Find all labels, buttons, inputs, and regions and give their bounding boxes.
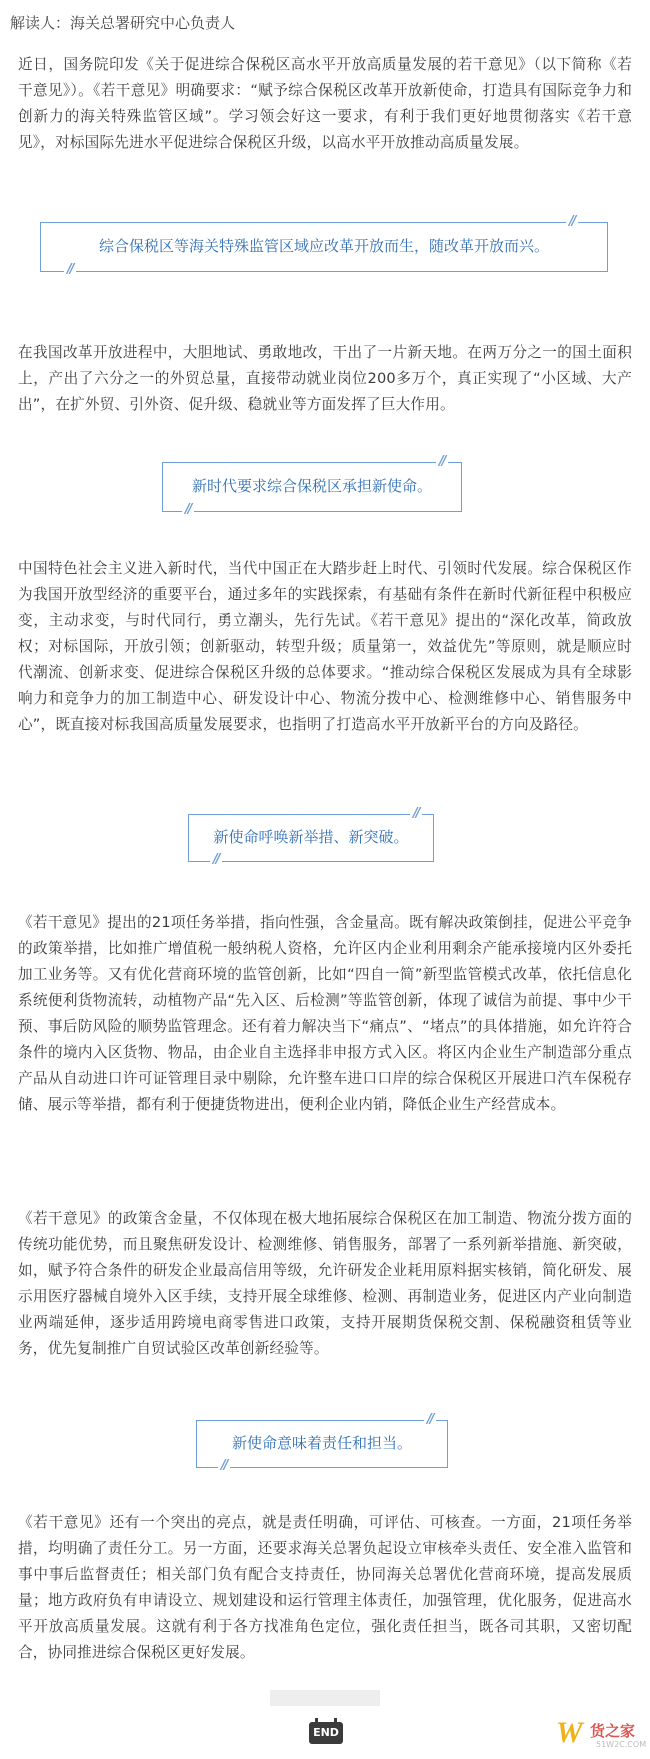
watermark-name: 货之家: [590, 1722, 636, 1740]
heading-4-slash-bottom-left: //: [218, 1459, 230, 1473]
section-heading-4: [196, 1420, 448, 1468]
heading-1-slash-top-right: //: [566, 215, 578, 229]
paragraph-3: 《若干意见》提出的21项任务举措，指向性强，含金量高。既有解决政策倒挂，促进公平竞争的政策举措，比如推广增值税一般纳税人资格，允许区内企业利用剩余产能承接境内区外委托加工业务等。又有优化营商环境的监管创新，比如“四自一简”新型监管模式改革，依托信息化系统便利货物流转，动植物产品“先入区、后检测”等监管创新，体现了诚信为前提、事中少干预、事后防风险的顺势监管理念。还有着力解决当下“痛点”、“堵点”的具体措施，如允许符合条件的境内入区货物、物品，由企业自主选择非申报方式入区。将区内企业生产制造部分重点产品从自动进口许可证管理目录中剔除，允许整车进口口岸的综合保税区开展进口汽车保税存储、展示等举措，都有利于便捷货物进出，便利企业内销，降低企业生产经营成本。: [18, 914, 632, 1113]
section-heading-2: [162, 462, 462, 512]
section-heading-2-text: 新时代要求综合保税区承担新使命。: [191, 477, 432, 495]
paragraph-5: 《若干意见》还有一个突出的亮点，就是责任明确，可评估、可核查。一方面，21项任务举措，均明确了责任分工。另一方面，还要求海关总署负起设立审核牵头责任、安全准入监管和事中事后监督责任；相关部门负有配合支持责任，协同海关总署优化营商环境，提高发展质量；地方政府负有申请设立、规划建设和运行管理主体责任，加强管理，优化服务，促进高水平开放高质量发展。这就有利于各方找准角色定位，强化责任担当，既各司其职，又密切配合，协同推进综合保税区更好发展。: [18, 1514, 632, 1661]
end-badge: END: [309, 1722, 343, 1744]
end-divider: [270, 1690, 380, 1706]
heading-2-slash-bottom-left: //: [182, 503, 194, 517]
paragraph-2: 中国特色社会主义进入新时代，当代中国正在大踏步赶上时代、引领时代发展。综合保税区作为我国开放型经济的重要平台，通过多年的实践探索，有基础有条件在新时代新征程中积极应变，主动求变，与时代同行，勇立潮头，先行先试。《若干意见》提出的“深化改革，简政放权；对标国际，开放引领；创新驱动，转型升级；质量第一，效益优先”等原则，就是顺应时代潮流、创新求变、促进综合保税区升级的总体要求。“推动综合保税区发展成为具有全球影响力和竞争力的加工制造中心、研发设计中心、物流分拨中心、检测维修中心、销售服务中心”，既直接对标我国高质量发展要求，也指明了打造高水平开放新平台的方向及路径。: [18, 560, 632, 733]
heading-2-slash-top-right: //: [436, 455, 448, 469]
section-heading-3-text: 新使命呼唤新举措、新突破。: [213, 828, 409, 846]
heading-4-slash-top-right: //: [424, 1413, 436, 1427]
section-heading-4-text: 新使命意味着责任和担当。: [231, 1434, 412, 1452]
section-heading-1: [40, 222, 608, 272]
section-heading-3: [188, 814, 434, 862]
section-heading-1-text: 综合保税区等海关特殊监管区域应改革开放而生，随改革开放而兴。: [98, 237, 549, 255]
watermark-w-icon: W: [556, 1716, 583, 1749]
paragraph-1: 在我国改革开放进程中，大胆地试、勇敢地改，干出了一片新天地。在两万分之一的国土面积上，产出了六分之一的外贸总量，直接带动就业岗位200多万个，真正实现了“小区域、大产出”，在扩外贸、引外资、促升级、稳就业等方面发挥了巨大作用。: [18, 344, 632, 413]
heading-3-slash-bottom-left: //: [210, 853, 222, 867]
paragraph-intro: 近日，国务院印发《关于促进综合保税区高水平开放高质量发展的若干意见》（以下简称《若干意见》）。《若干意见》明确要求：“赋予综合保税区改革开放新使命，打造具有国际竞争力和创新力的海关特殊监管区域”。学习领会好这一要求，有利于我们更好地贯彻落实《若干意见》，对标国际先进水平促进综合保税区升级，以高水平开放推动高质量发展。: [18, 56, 632, 151]
heading-3-slash-top-right: //: [410, 807, 422, 821]
watermark-site: 51W2C.COM: [596, 1740, 647, 1749]
paragraph-4: 《若干意见》的政策含金量，不仅体现在极大地拓展综合保税区在加工制造、物流分拨方面的传统功能优势，而且聚焦研发设计、检测维修、销售服务，部署了一系列新举措施、新突破，如，赋予符合条件的研发企业最高信用等级，允许研发企业耗用原料据实核销，简化研发、展示用医疗器械自境外入区手续，支持开展全球维修、检测、再制造业务，促进区内产业向制造业两端延伸，逐步适用跨境电商零售进口政策，支持开展期货保税交割、保税融资租赁等业务，优先复制推广自贸试验区改革创新经验等。: [18, 1210, 632, 1357]
reader-line: 解读人：海关总署研究中心负责人: [10, 14, 236, 32]
heading-1-slash-bottom-left: //: [64, 263, 76, 277]
site-watermark-logo: [556, 1716, 646, 1754]
